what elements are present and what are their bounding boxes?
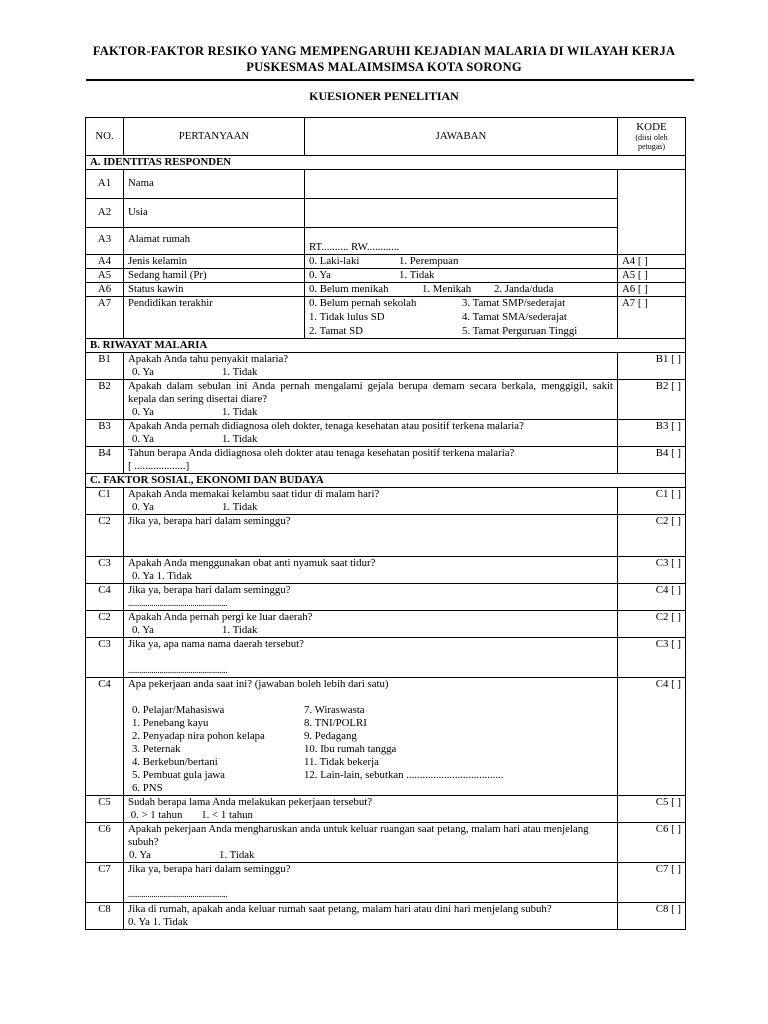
option-line[interactable]: 0. > 1 tahun 1. < 1 tahun	[128, 809, 253, 821]
table-row	[86, 447, 686, 474]
option[interactable]: 9. Pedagang	[304, 730, 357, 742]
row-no: C2	[86, 611, 124, 638]
option[interactable]: 1. Penebang kayu	[132, 717, 209, 729]
row-no: B4	[86, 447, 124, 474]
kode-box[interactable]: A6 [ ]	[618, 283, 686, 297]
row-no: A6	[86, 283, 124, 297]
row-options	[305, 269, 618, 283]
document-subtitle: KUESIONER PENELITIAN	[309, 89, 459, 103]
table-row	[86, 228, 686, 255]
kode-box[interactable]: C2 [ ]	[618, 611, 686, 638]
header-kode-note1: (diisi oleh	[635, 133, 668, 142]
row-question-cell	[124, 488, 618, 515]
table-row	[86, 796, 686, 823]
row-no: A1	[86, 170, 124, 199]
row-question: Apakah dalam sebulan ini Anda pernah mengalami gejala berupa demam secara berkala, menggigil, sakit kepala dan sering disertai diare?	[128, 380, 613, 405]
table-row	[86, 420, 686, 447]
address-answer[interactable]: RT.......... RW............	[305, 228, 618, 255]
row-no: C8	[86, 903, 124, 930]
row-no: A7	[86, 297, 124, 339]
table-row	[86, 170, 686, 199]
table-row	[86, 903, 686, 930]
table-row	[86, 283, 686, 297]
row-question: Tahun berapa Anda didiagnosa oleh dokter atau tenaga kesehatan positif terkena malaria?	[128, 447, 515, 459]
header-no: NO.	[86, 118, 124, 156]
option[interactable]: 1. Tidak	[222, 433, 258, 445]
section-a-row	[86, 156, 686, 170]
option-line[interactable]: 0. Ya 1. Tidak	[128, 916, 189, 928]
table-header-row	[86, 118, 686, 156]
row-no: C4	[86, 584, 124, 611]
option[interactable]: 7. Wiraswasta	[304, 704, 365, 716]
fill-line[interactable]: ...................................................	[128, 665, 228, 675]
option[interactable]: 0. Ya	[132, 366, 154, 378]
option[interactable]: 0. Ya	[132, 501, 154, 513]
table-row	[86, 380, 686, 420]
option[interactable]: 11. Tidak bekerja	[304, 756, 379, 768]
document-title-line1: FAKTOR-FAKTOR RESIKO YANG MEMPENGARUHI KEJADIAN MALARIA DI WILAYAH KERJA	[92, 44, 676, 58]
option[interactable]: 6. PNS	[132, 782, 163, 794]
row-question: Nama	[124, 170, 305, 199]
row-question-cell	[124, 420, 618, 447]
table-row	[86, 557, 686, 584]
option[interactable]: 1. Tidak	[222, 501, 258, 513]
option[interactable]: 4. Berkebun/bertani	[132, 756, 218, 768]
option[interactable]: 10. Ibu rumah tangga	[304, 743, 397, 755]
row-no: C7	[86, 863, 124, 903]
section-a-title: A. IDENTITAS RESPONDEN	[86, 156, 686, 170]
table-row	[86, 678, 686, 796]
option[interactable]: 0. Pelajar/Mahasiswa	[132, 704, 225, 716]
kode-box[interactable]: A7 [ ]	[618, 297, 686, 339]
row-no: A4	[86, 255, 124, 269]
table-row	[86, 255, 686, 269]
title-divider	[86, 79, 694, 81]
kode-box[interactable]: A4 [ ]	[618, 255, 686, 269]
row-question: Jika ya, apa nama nama daerah tersebut?	[128, 638, 304, 650]
kode-box[interactable]: B4 [ ]	[618, 447, 686, 474]
table-row	[86, 863, 686, 903]
row-question-cell	[124, 380, 618, 420]
row-no: A5	[86, 269, 124, 283]
option[interactable]: 0. Belum menikah	[309, 283, 389, 295]
header-kode-note2: petugas)	[637, 142, 666, 151]
row-no: C6	[86, 823, 124, 863]
row-question: Apakah Anda pernah didiagnosa oleh dokter, tenaga kesehatan atau positif terkena malaria?	[128, 420, 524, 432]
option[interactable]: 1. Tidak	[222, 406, 258, 418]
row-question-cell	[124, 678, 618, 796]
row-no: B3	[86, 420, 124, 447]
kode-box[interactable]: B1 [ ]	[618, 353, 686, 380]
row-question: Status kawin	[124, 283, 305, 297]
row-question-cell	[124, 903, 618, 930]
row-options	[305, 297, 618, 339]
row-no: A2	[86, 199, 124, 228]
option[interactable]: 0. Ya	[132, 624, 154, 636]
table-row	[86, 611, 686, 638]
kode-box[interactable]: C7 [ ]	[618, 863, 686, 903]
row-no: B2	[86, 380, 124, 420]
option[interactable]: 2. Penyadap nira pohon kelapa	[132, 730, 265, 742]
row-question: Apakah Anda tahu penyakit malaria?	[128, 353, 289, 365]
row-question: Jika ya, berapa hari dalam seminggu?	[128, 584, 291, 596]
option[interactable]: 3. Peternak	[132, 743, 181, 755]
option[interactable]: 5. Pembuat gula jawa	[132, 769, 225, 781]
option[interactable]: 0. Ya	[132, 406, 154, 418]
row-no: C4	[86, 678, 124, 796]
option[interactable]: 2. Tamat SD	[309, 325, 363, 337]
table-row	[86, 353, 686, 380]
answer-field[interactable]	[305, 170, 618, 199]
option[interactable]: 1. Tidak	[399, 269, 435, 281]
row-question: Apa pekerjaan anda saat ini? (jawaban boleh lebih dari satu)	[128, 678, 389, 690]
document-title-line2: PUSKESMAS MALAIMSIMSA KOTA SORONG	[246, 60, 522, 74]
row-question: Sedang hamil (Pr)	[124, 269, 305, 283]
kode-box[interactable]: C1 [ ]	[618, 488, 686, 515]
kode-box[interactable]: A5 [ ]	[618, 269, 686, 283]
year-answer[interactable]: [ ...................]	[128, 460, 190, 472]
row-question-cell	[124, 638, 618, 678]
questionnaire-table	[85, 117, 686, 930]
section-b-title: B. RIWAYAT MALARIA	[86, 339, 686, 353]
option[interactable]: 5. Tamat Perguruan Tinggi	[462, 325, 578, 337]
row-options	[305, 283, 618, 297]
row-question: Alamat rumah	[124, 228, 305, 255]
option[interactable]: 1. Tidak	[222, 366, 258, 378]
row-question: Apakah pekerjaan Anda mengharuskan anda untuk keluar ruangan saat petang, malam hari atau menjelang subuh?	[128, 823, 589, 848]
row-question: Usia	[124, 199, 305, 228]
kode-box[interactable]: B3 [ ]	[618, 420, 686, 447]
option-line[interactable]: 0. Ya 1. Tidak	[132, 570, 193, 582]
header-pertanyaan: PERTANYAAN	[124, 118, 305, 156]
table-row	[86, 269, 686, 283]
row-question-cell	[124, 447, 618, 474]
row-question-cell	[124, 353, 618, 380]
row-question: Jika ya, berapa hari dalam seminggu?	[124, 515, 618, 557]
option[interactable]: 1. Tidak	[219, 849, 255, 861]
kode-box[interactable]: C5 [ ]	[618, 796, 686, 823]
row-question: Jika ya, berapa hari dalam seminggu?	[128, 863, 291, 875]
section-c-title: C. FAKTOR SOSIAL, EKONOMI DAN BUDAYA	[86, 474, 686, 488]
kode-box[interactable]: C3 [ ]	[618, 557, 686, 584]
row-no: C3	[86, 638, 124, 678]
row-no: A3	[86, 228, 124, 255]
kode-box[interactable]: C3 [ ]	[618, 638, 686, 678]
section-b-row	[86, 339, 686, 353]
table-row	[86, 638, 686, 678]
answer-field[interactable]	[305, 199, 618, 228]
row-question: Jika di rumah, apakah anda keluar rumah saat petang, malam hari atau dini hari menjelang subuh?	[128, 903, 552, 915]
row-question-cell	[124, 557, 618, 584]
row-question-cell	[124, 863, 618, 903]
option[interactable]: 1. Menikah	[422, 283, 472, 295]
table-row	[86, 823, 686, 863]
option[interactable]: 3. Tamat SMP/sederajat	[462, 297, 566, 309]
row-question: Apakah Anda menggunakan obat anti nyamuk saat tidur?	[128, 557, 376, 569]
kode-box[interactable]: C4 [ ]	[618, 584, 686, 611]
option[interactable]: 12. Lain-lain, sebutkan ....................................	[304, 769, 504, 781]
row-no: C3	[86, 557, 124, 584]
table-row	[86, 584, 686, 611]
header-kode-label: KODE	[636, 121, 667, 133]
kode-box[interactable]: C4 [ ]	[618, 678, 686, 796]
row-question: Sudah berapa lama Anda melakukan pekerjaan tersebut?	[128, 796, 373, 808]
row-no: C1	[86, 488, 124, 515]
kode-box[interactable]: C2 [ ]	[618, 515, 686, 557]
table-row	[86, 515, 686, 557]
option[interactable]: 0. Belum pernah sekolah	[309, 297, 417, 309]
occupation-options	[128, 691, 613, 795]
row-question: Jenis kelamin	[124, 255, 305, 269]
table-row	[86, 297, 686, 339]
fill-line[interactable]: ...................................................	[128, 889, 228, 899]
table-row	[86, 199, 686, 228]
row-no: C5	[86, 796, 124, 823]
kode-cell	[618, 170, 686, 255]
row-no: C2	[86, 515, 124, 557]
option[interactable]: 1. Tidak lulus SD	[309, 311, 385, 323]
kode-box[interactable]: B2 [ ]	[618, 380, 686, 420]
option[interactable]	[304, 782, 613, 795]
row-question: Apakah Anda memakai kelambu saat tidur di malam hari?	[128, 488, 380, 500]
row-question-cell	[124, 584, 618, 611]
option[interactable]: 0. Ya	[309, 269, 331, 281]
row-question: Pendidikan terakhir	[124, 297, 305, 339]
row-question: Apakah Anda pernah pergi ke luar daerah?	[128, 611, 313, 623]
fill-line[interactable]: ...................................................	[128, 598, 228, 608]
option[interactable]: 2. Janda/duda	[494, 283, 554, 295]
option[interactable]: 0. Ya	[132, 433, 154, 445]
option[interactable]: 0. Laki-laki	[309, 255, 360, 267]
row-no: B1	[86, 353, 124, 380]
option[interactable]: 1. Perempuan	[399, 255, 459, 267]
row-question-cell	[124, 823, 618, 863]
option[interactable]: 0. Ya	[129, 849, 151, 861]
header-kode	[618, 118, 686, 156]
kode-box[interactable]: C8 [ ]	[618, 903, 686, 930]
row-question-cell	[124, 796, 618, 823]
header-jawaban: JAWABAN	[305, 118, 618, 156]
row-question-cell	[124, 611, 618, 638]
row-options	[305, 255, 618, 269]
kode-box[interactable]: C6 [ ]	[618, 823, 686, 863]
option[interactable]: 4. Tamat SMA/sederajat	[462, 311, 567, 323]
option[interactable]: 1. Tidak	[222, 624, 258, 636]
option[interactable]: 8. TNI/POLRI	[304, 717, 367, 729]
table-row	[86, 488, 686, 515]
section-c-row	[86, 474, 686, 488]
